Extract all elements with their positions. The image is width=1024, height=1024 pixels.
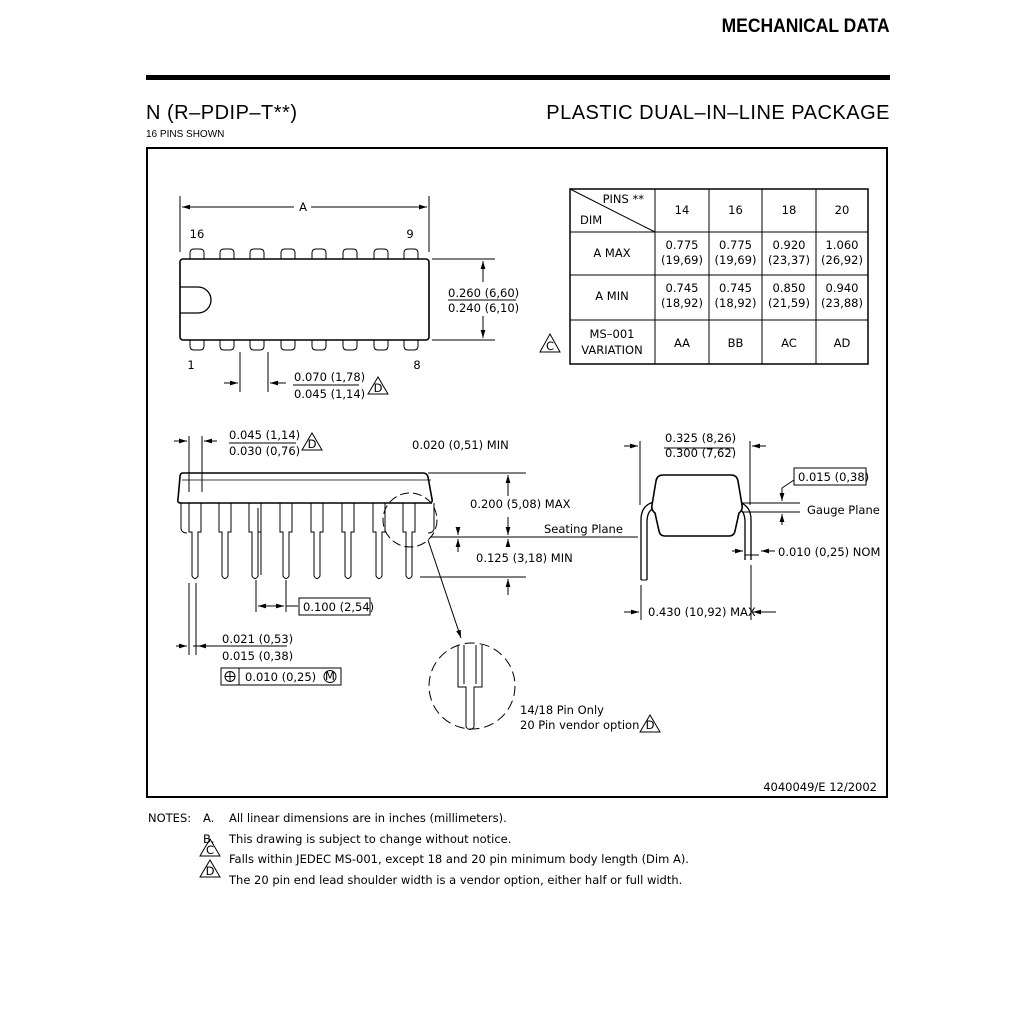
lead-width-min-label: 0.015 (0,38) [222, 649, 294, 663]
package-title: PLASTIC DUAL–IN–LINE PACKAGE [546, 102, 890, 124]
table-corner-dim: DIM [580, 213, 603, 227]
pitch-label: 0.100 (2,54) [303, 600, 375, 614]
gauge-plane-label: Gauge Plane [807, 503, 880, 517]
standoff-label: 0.020 (0,51) MIN [412, 438, 509, 452]
package-code: N (R–PDIP–T**) [146, 102, 298, 124]
shoulder-max-label: 0.045 (1,14) [229, 428, 301, 442]
lead-width-max-label: 0.021 (0,53) [222, 632, 294, 646]
table-cell: 0.775 [665, 238, 699, 252]
position-tolerance-label: 0.010 (0,25) [245, 670, 317, 684]
notes-block [148, 808, 689, 890]
bottom-pin [404, 340, 418, 350]
bottom-pin [281, 340, 295, 350]
detail-line2: 20 Pin vendor option [520, 718, 640, 732]
table-col-header: 18 [781, 203, 797, 217]
pitch-max-label: 0.070 (1,78) [294, 370, 366, 384]
detail-line1: 14/18 Pin Only [520, 703, 604, 717]
bottom-pin [343, 340, 357, 350]
table-cell: (21,59) [768, 296, 810, 310]
end-view-body [652, 475, 742, 536]
top-pin [312, 249, 326, 259]
note-row [148, 849, 689, 870]
bottom-pin [312, 340, 326, 350]
table-cell: 0.920 [772, 238, 806, 252]
pin-8-label: 8 [413, 358, 421, 372]
table-corner-pins: PINS ** [602, 192, 644, 206]
lead-length-label: 0.125 (3,18) MIN [476, 551, 573, 565]
note-text: The 20 pin end lead shoulder width is a vendor option, either half or full width. [229, 872, 683, 887]
height-label: 0.200 (5,08) MAX [470, 497, 571, 511]
table-cell: AD [833, 336, 851, 350]
pin-9-label: 9 [406, 227, 414, 241]
note-text: Falls within JEDEC MS-001, except 18 and 20 pin minimum body length (Dim A). [229, 852, 689, 866]
table-cell: (19,69) [661, 253, 703, 267]
table-cell: (26,92) [821, 253, 863, 267]
top-pin [190, 249, 204, 259]
top-pin [250, 249, 264, 259]
width-min-label: 0.240 (6,10) [448, 301, 520, 315]
table-cell: BB [727, 336, 744, 350]
table-row-label: A MIN [595, 289, 629, 303]
lead-thickness-label: 0.010 (0,25) NOM [778, 545, 881, 559]
drawing-number: 4040049/E 12/2002 [763, 780, 877, 794]
side-lead [189, 500, 415, 579]
note-flag-letter: C [545, 339, 555, 353]
table-cell: 0.775 [719, 238, 752, 252]
note-letter: B. [203, 831, 215, 846]
table-cell: 0.745 [665, 281, 699, 295]
table-cell: 0.850 [772, 281, 806, 295]
note-flag-letter: D [373, 381, 383, 395]
end-width-min-label: 0.300 (7,62) [665, 446, 737, 460]
table-cell: (23,88) [821, 296, 863, 310]
table-cell: 0.745 [719, 281, 752, 295]
bottom-pin [250, 340, 264, 350]
note-row [148, 808, 689, 829]
top-pin [343, 249, 357, 259]
bottom-pin [220, 340, 234, 350]
gauge-dim-label: 0.015 (0,38) [798, 470, 870, 484]
note-text: All linear dimensions are in inches (millimeters). [229, 811, 507, 825]
table-row-label: VARIATION [581, 343, 643, 357]
mmc-symbol: M [325, 669, 335, 683]
end-view [624, 441, 866, 620]
note-letter: A. [203, 811, 215, 825]
bottom-pin [374, 340, 388, 350]
overall-width-label: 0.430 (10,92) MAX [648, 605, 756, 619]
detail-view [429, 643, 515, 730]
top-pin [281, 249, 295, 259]
notes-heading: NOTES: [148, 811, 192, 825]
table-row-label: MS–001 [589, 327, 635, 341]
note-flag-letter: D [307, 437, 317, 451]
table-cell: (18,92) [714, 296, 757, 310]
note-row [148, 870, 689, 891]
table-cell: 0.940 [825, 281, 859, 295]
table-col-header: 14 [674, 203, 690, 217]
table-cell: (23,37) [768, 253, 810, 267]
pin-1-label: 1 [187, 358, 195, 372]
table-cell: AA [673, 336, 691, 350]
seating-plane-label: Seating Plane [544, 522, 623, 536]
table-cell: (19,69) [714, 253, 757, 267]
pin1-notch [180, 287, 211, 313]
table-cell: AC [781, 336, 797, 350]
table-cell: (18,92) [661, 296, 703, 310]
width-max-label: 0.260 (6,60) [448, 286, 520, 300]
note-flag-letter: C [205, 843, 215, 857]
table-cell: 1.060 [825, 238, 859, 252]
note-text: This drawing is subject to change without notice. [229, 831, 512, 846]
top-view-body [180, 259, 429, 340]
top-pin [220, 249, 234, 259]
table-row-label: A MAX [593, 246, 631, 260]
top-pin [374, 249, 388, 259]
note-row [148, 829, 689, 850]
shoulder-min-label: 0.030 (0,76) [229, 444, 301, 458]
dim-a-label: A [299, 200, 307, 214]
top-pin [404, 249, 418, 259]
pins-shown-label: 16 PINS SHOWN [146, 129, 225, 140]
note-flag-letter: D [205, 864, 215, 878]
pitch-min-label: 0.045 (1,14) [294, 387, 366, 401]
bottom-pin [190, 340, 204, 350]
pin-16-label: 16 [189, 227, 205, 241]
end-width-max-label: 0.325 (8,26) [665, 431, 737, 445]
page-header-title: MECHANICAL DATA [721, 16, 890, 37]
note-flag-letter: D [645, 718, 655, 732]
table-col-header: 16 [728, 203, 743, 217]
table-col-header: 20 [834, 203, 850, 217]
